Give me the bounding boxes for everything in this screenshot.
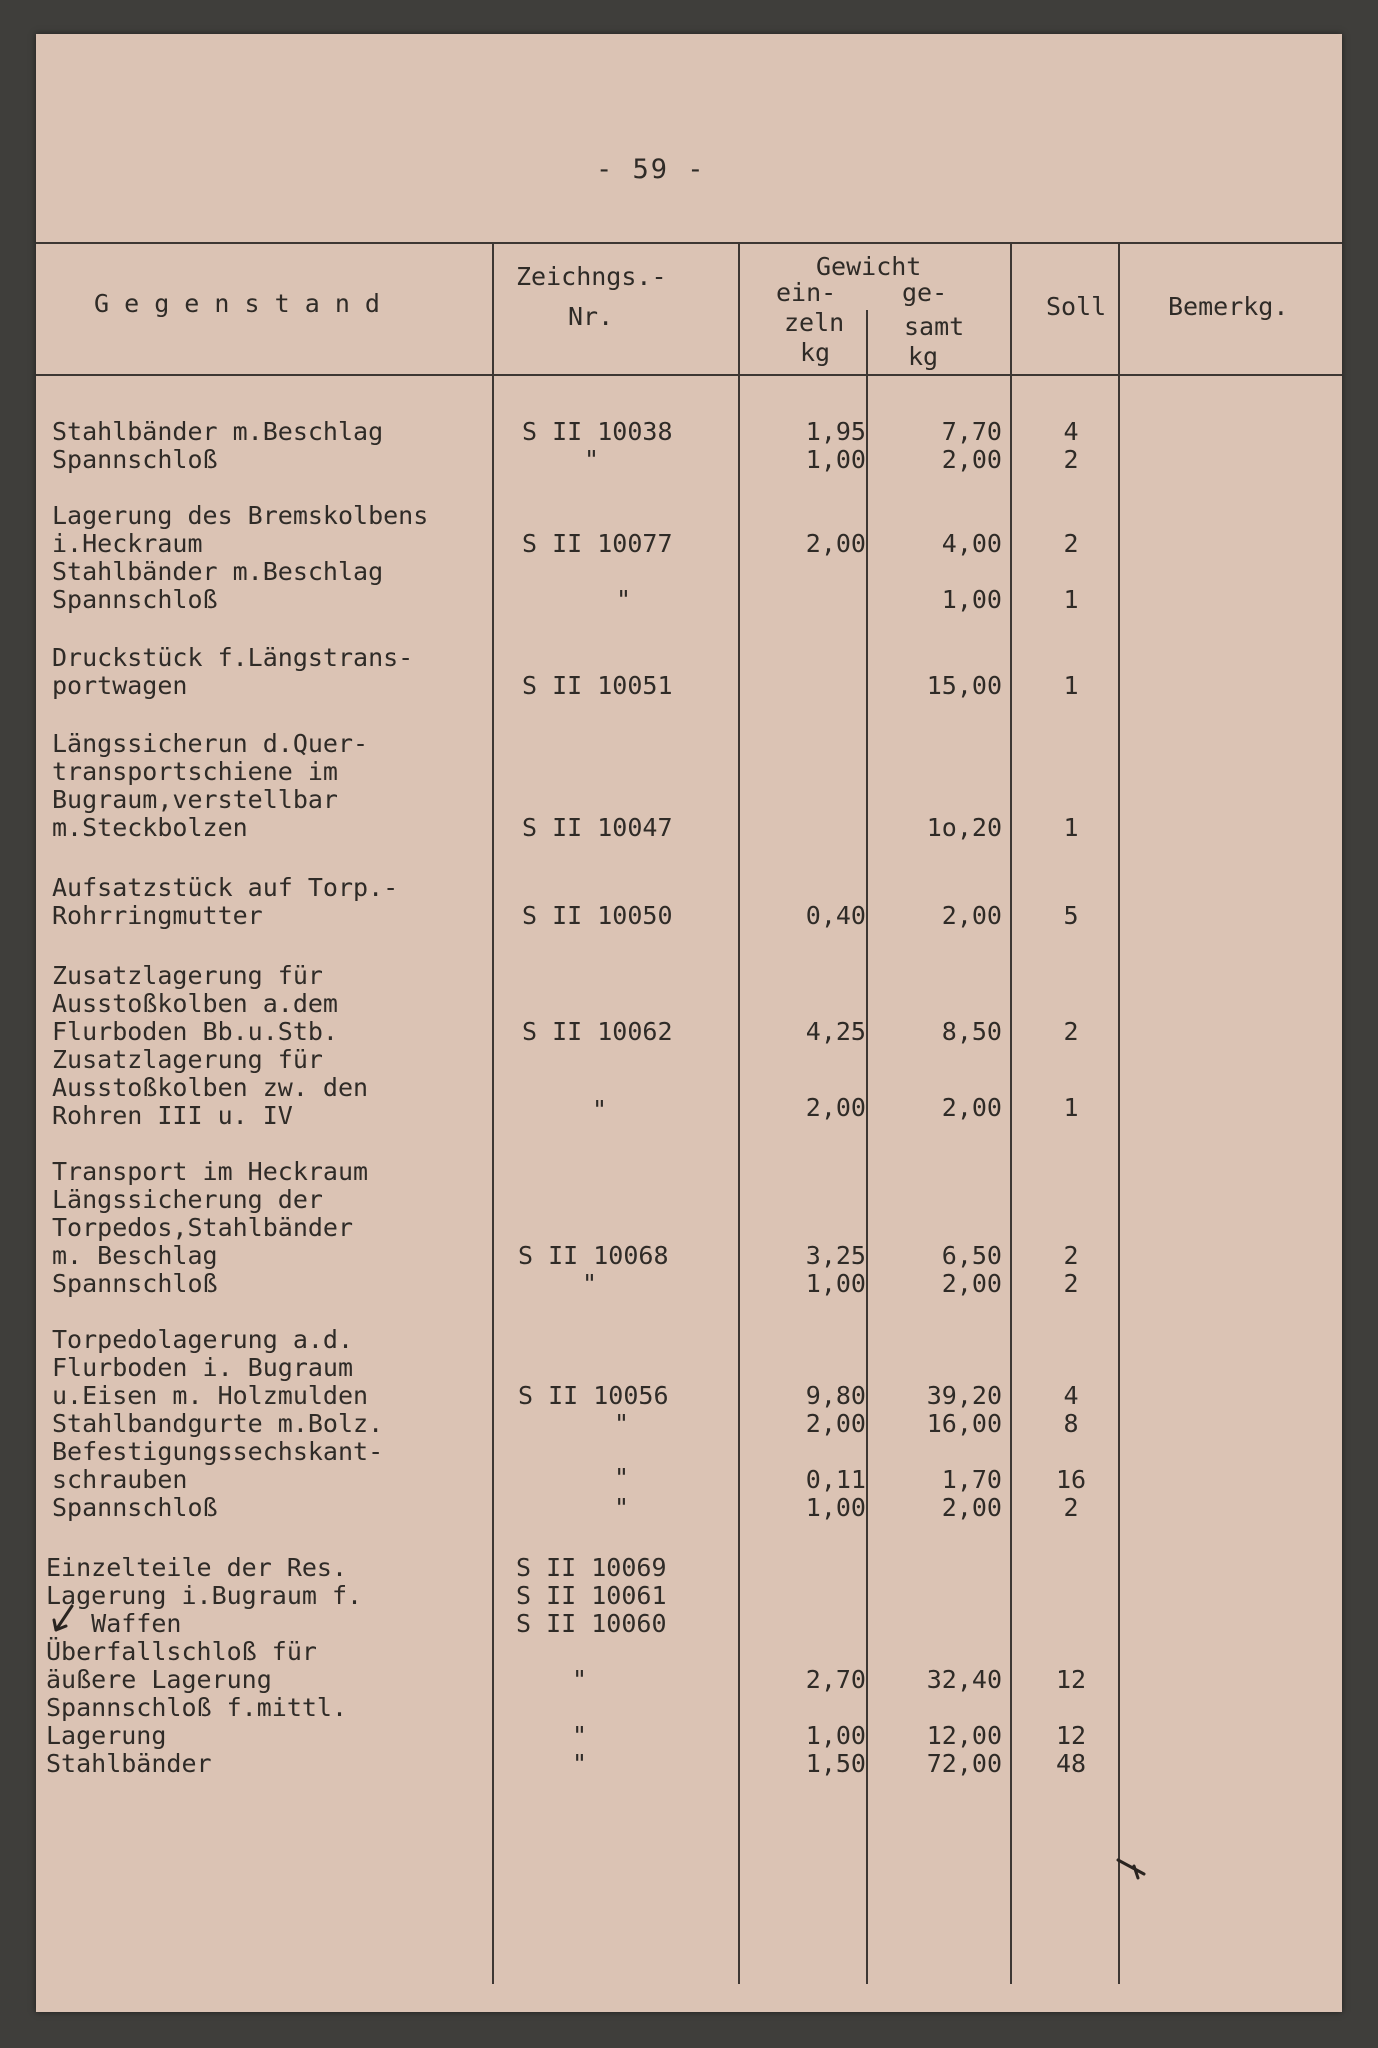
- soll-quantity: 1: [1063, 585, 1079, 614]
- weight-total: 8,50: [941, 1017, 1002, 1046]
- header-soll: Soll: [1046, 292, 1107, 321]
- item-text: Spannschloß: [52, 1493, 218, 1522]
- weight-total: 2,00: [941, 1269, 1002, 1298]
- item-text: Befestigungssechskant-: [52, 1437, 384, 1466]
- column-divider: [866, 310, 868, 1984]
- weight-total: 4,00: [941, 529, 1002, 558]
- item-text: Lagerung des Bremskolbens: [52, 501, 429, 530]
- item-text: Zusatzlagerung für: [52, 1045, 323, 1074]
- weight-total: 6,50: [941, 1241, 1002, 1270]
- item-text: Flurboden Bb.u.Stb.: [52, 1017, 338, 1046]
- soll-quantity: 12: [1055, 1665, 1087, 1694]
- weight-total: 2,00: [941, 1493, 1002, 1522]
- drawing-number: S II 10062: [522, 1017, 673, 1046]
- item-text: Ausstoßkolben a.dem: [52, 989, 338, 1018]
- header-weight: Gewicht: [816, 252, 922, 281]
- item-text: u.Eisen m. Holzmulden: [52, 1381, 369, 1410]
- drawing-number: ": [614, 1493, 630, 1522]
- table-header-rule: [36, 374, 1342, 376]
- item-text: Stahlbänder m.Beschlag: [52, 557, 384, 586]
- soll-quantity: 1: [1063, 1093, 1079, 1122]
- weight-single: 2,70: [805, 1665, 866, 1694]
- soll-quantity: 4: [1063, 1381, 1079, 1410]
- soll-quantity: 2: [1063, 529, 1079, 558]
- soll-quantity: 2: [1063, 445, 1079, 474]
- header-single-1: ein-: [776, 278, 837, 307]
- item-text: Rohrringmutter: [52, 901, 263, 930]
- drawing-number: ": [614, 1409, 630, 1438]
- drawing-number: S II 10047: [522, 813, 673, 842]
- weight-single: 2,00: [805, 529, 866, 558]
- drawing-number: ": [572, 1665, 588, 1694]
- item-text: Spannschloß: [52, 1269, 218, 1298]
- item-text: Längssicherung der: [52, 1185, 323, 1214]
- weight-total: 39,20: [926, 1381, 1002, 1410]
- weight-single: 3,25: [805, 1241, 866, 1270]
- weight-total: 2,00: [941, 1093, 1002, 1122]
- item-text: Aufsatzstück auf Torp.-: [52, 873, 399, 902]
- weight-total: 72,00: [926, 1749, 1002, 1778]
- weight-total: 2,00: [941, 445, 1002, 474]
- soll-quantity: 48: [1055, 1749, 1087, 1778]
- header-remarks: Bemerkg.: [1168, 292, 1289, 321]
- drawing-number: S II 10077: [522, 529, 673, 558]
- item-text: Zusatzlagerung für: [52, 961, 323, 990]
- item-text: Stahlbandgurte m.Bolz.: [52, 1409, 384, 1438]
- soll-quantity: 2: [1063, 1241, 1079, 1270]
- weight-total: 15,00: [926, 671, 1002, 700]
- soll-quantity: 8: [1063, 1409, 1079, 1438]
- weight-single: 1,00: [805, 1493, 866, 1522]
- drawing-number: S II 10056: [518, 1381, 669, 1410]
- item-text: schrauben: [52, 1465, 188, 1494]
- item-text: Einzelteile der Res.: [46, 1553, 348, 1582]
- weight-single: 2,00: [805, 1409, 866, 1438]
- header-single-2: zeln: [784, 308, 845, 337]
- weight-total: 16,00: [926, 1409, 1002, 1438]
- weight-total: 7,70: [941, 417, 1002, 446]
- item-text: transportschiene im: [52, 757, 338, 786]
- drawing-number: S II 10051: [522, 671, 673, 700]
- drawing-number: S II 10061: [516, 1581, 667, 1610]
- item-text: Flurboden i. Bugraum: [52, 1353, 354, 1382]
- header-item: G e g e n s t a n d: [94, 289, 380, 318]
- item-text: Überfallschloß für: [46, 1637, 317, 1666]
- item-text: i.Heckraum: [52, 529, 203, 558]
- header-single-3: kg: [800, 338, 831, 367]
- weight-single: 0,11: [805, 1465, 866, 1494]
- header-total-1: ge-: [902, 278, 948, 307]
- item-text: Torpedolagerung a.d.: [52, 1325, 354, 1354]
- soll-quantity: 5: [1063, 901, 1079, 930]
- weight-single: 1,00: [805, 445, 866, 474]
- column-divider: [1010, 242, 1012, 1984]
- soll-quantity: 4: [1063, 417, 1079, 446]
- handwritten-arrow-icon: [42, 1602, 82, 1642]
- weight-single: 9,80: [805, 1381, 866, 1410]
- weight-single: 1,50: [805, 1749, 866, 1778]
- weight-total: 32,40: [926, 1665, 1002, 1694]
- table-top-rule: [36, 242, 1342, 244]
- drawing-number: ": [582, 1269, 598, 1298]
- item-text: Druckstück f.Längstrans-: [52, 643, 414, 672]
- header-total-3: kg: [908, 342, 939, 371]
- item-text: Spannschloß: [52, 445, 218, 474]
- weight-single: 1,00: [805, 1269, 866, 1298]
- header-drawing-1: Zeichngs.-: [516, 262, 667, 291]
- drawing-number: S II 10050: [522, 901, 673, 930]
- drawing-number: S II 10069: [516, 1553, 667, 1582]
- weight-single: 1,00: [805, 1721, 866, 1750]
- item-text: Längssicherun d.Quer-: [52, 729, 369, 758]
- drawing-number: S II 10060: [516, 1609, 667, 1638]
- item-text: Torpedos,Stahlbänder: [52, 1213, 354, 1242]
- soll-quantity: 2: [1063, 1493, 1079, 1522]
- soll-quantity: 1: [1063, 813, 1079, 842]
- item-text: Waffen: [46, 1609, 182, 1638]
- weight-total: 1,70: [941, 1465, 1002, 1494]
- item-text: Stahlbänder: [46, 1749, 212, 1778]
- drawing-number: ": [616, 585, 632, 614]
- weight-total: 12,00: [926, 1721, 1002, 1750]
- soll-quantity: 16: [1055, 1465, 1087, 1494]
- header-total-2: samt: [904, 312, 965, 341]
- item-text: Stahlbänder m.Beschlag: [52, 417, 384, 446]
- soll-quantity: 1: [1063, 671, 1079, 700]
- item-text: Spannschloß f.mittl.: [46, 1693, 348, 1722]
- item-text: m. Beschlag: [52, 1241, 218, 1270]
- drawing-number: ": [592, 1095, 608, 1124]
- soll-quantity: 12: [1055, 1721, 1087, 1750]
- weight-total: 1,00: [941, 585, 1002, 614]
- item-text: Lagerung i.Bugraum f.: [46, 1581, 363, 1610]
- weight-total: 1o,20: [926, 813, 1002, 842]
- header-drawing-2: Nr.: [568, 302, 614, 331]
- drawing-number: S II 10068: [518, 1241, 669, 1270]
- item-text: Ausstoßkolben zw. den: [52, 1073, 369, 1102]
- item-text: Bugraum,verstellbar: [52, 785, 338, 814]
- weight-total: 2,00: [941, 901, 1002, 930]
- drawing-number: S II 10038: [522, 417, 673, 446]
- soll-quantity: 2: [1063, 1269, 1079, 1298]
- item-text: m.Steckbolzen: [52, 813, 248, 842]
- item-text: Spannschloß: [52, 585, 218, 614]
- weight-single: 4,25: [805, 1017, 866, 1046]
- document-page: [36, 34, 1342, 2012]
- item-text: Rohren III u. IV: [52, 1101, 293, 1130]
- item-text: Lagerung: [46, 1721, 167, 1750]
- column-divider: [1118, 242, 1120, 1984]
- pencil-tick-mark-icon: [1114, 1852, 1154, 1882]
- drawing-number: ": [572, 1721, 588, 1750]
- page-number: - 59 -: [596, 154, 706, 185]
- weight-single: 0,40: [805, 901, 866, 930]
- weight-single: 2,00: [805, 1093, 866, 1122]
- weight-single: 1,95: [805, 417, 866, 446]
- drawing-number: ": [584, 445, 600, 474]
- item-text: Transport im Heckraum: [52, 1157, 369, 1186]
- drawing-number: ": [572, 1749, 588, 1778]
- drawing-number: ": [614, 1463, 630, 1492]
- item-text: äußere Lagerung: [46, 1665, 272, 1694]
- item-text: portwagen: [52, 671, 188, 700]
- soll-quantity: 2: [1063, 1017, 1079, 1046]
